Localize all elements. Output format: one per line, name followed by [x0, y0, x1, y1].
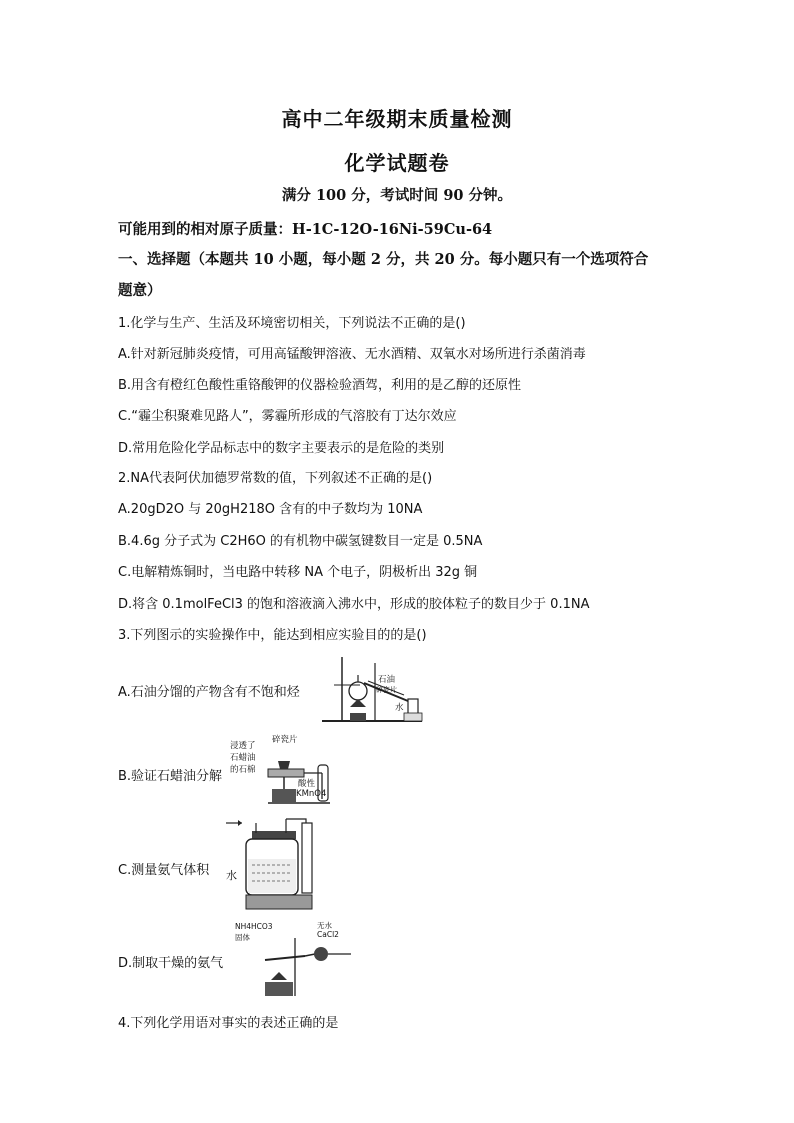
question-1-option-a: A.针对新冠肺炎疫情，可用高锰酸钾溶液、无水酒精、双氧水对场所进行杀菌消毒 [118, 347, 586, 362]
figure-d-label-anhydrous: 无水 [317, 921, 332, 930]
figure-a-label-oil: 石油 [378, 675, 396, 685]
exam-info: 满分 100 分，考试时间 90 分钟。 [281, 187, 513, 204]
figure-b-label-soaked2: 石蜡油 [230, 753, 256, 763]
question-3-option-d: D.制取干燥的氨气 [118, 956, 224, 971]
figure-b-label-soaked1: 浸透了 [230, 741, 256, 751]
figure-a-label-water: 水 [395, 703, 404, 713]
page-subtitle: 化学试题卷 [344, 151, 450, 175]
question-1-option-d: D.常用危险化学品标志中的数字主要表示的是危险的类别 [118, 441, 445, 456]
section-heading: 一、选择题（本题共 10 小题，每小题 2 分，共 20 分。每小题只有一个选项符合 [118, 251, 649, 268]
figure-d-label-solid2: 固体 [235, 933, 250, 942]
figure-c-label-water: 水 [226, 869, 237, 882]
question-2-stem: 2.NA代表阿伏加德罗常数的值，下列叙述不正确的是() [118, 471, 433, 486]
figure-d-dry-ammonia [235, 918, 355, 998]
figure-a-label-chips: 碎瓷片 [376, 686, 397, 694]
figure-b-paraffin [230, 733, 342, 805]
atomic-masses: 可能用到的相对原子质量：H-1C-12O-16Ni-59Cu-64 [118, 221, 493, 238]
figure-b-label-soaked3: 的石棉 [230, 765, 256, 775]
figure-d-label-cacl2: CaCl2 [317, 930, 339, 939]
figure-c-gas-volume [222, 815, 318, 911]
question-2-option-b: B.4.6g 分子式为 C2H6O 的有机物中碳氢键数目一定是 0.5NA [118, 534, 483, 549]
question-1-stem: 1.化学与生产、生活及环境密切相关，下列说法不正确的是() [118, 316, 466, 331]
question-1-option-c: C.“霾尘积聚难见路人”，雾霾所形成的气溶胶有丁达尔效应 [118, 409, 457, 424]
section-heading-cont: 题意） [118, 282, 162, 299]
figure-b-label-kmno4: KMnO4 [296, 789, 327, 799]
question-3-option-c: C.测量氨气体积 [118, 863, 210, 878]
question-2-option-d: D.将含 0.1molFeCl3 的饱和溶液滴入沸水中，形成的胶体粒子的数目少于 0.1NA [118, 597, 590, 612]
question-3-stem: 3.下列图示的实验操作中，能达到相应实验目的的是() [118, 628, 427, 643]
figure-b-label-acid: 酸性 [298, 779, 316, 789]
question-2-option-c: C.电解精炼铜时，当电路中转移 NA 个电子，阴极析出 32g 铜 [118, 565, 478, 580]
question-4-stem: 4.下列化学用语对事实的表述正确的是 [118, 1016, 339, 1031]
question-3-option-b: B.验证石蜡油分解 [118, 769, 223, 784]
figure-d-label-solid1: NH4HCO3 [235, 922, 273, 931]
question-2-option-a: A.20gD2O 与 20gH218O 含有的中子数均为 10NA [118, 502, 423, 517]
figure-a-distillation [320, 655, 424, 725]
page-title: 高中二年级期末质量检测 [281, 107, 513, 131]
question-1-option-b: B.用含有橙红色酸性重铬酸钾的仪器检验酒驾，利用的是乙醇的还原性 [118, 378, 522, 393]
figure-b-label-chips: 碎瓷片 [272, 735, 298, 745]
question-3-option-a: A.石油分馏的产物含有不饱和烃 [118, 685, 300, 700]
